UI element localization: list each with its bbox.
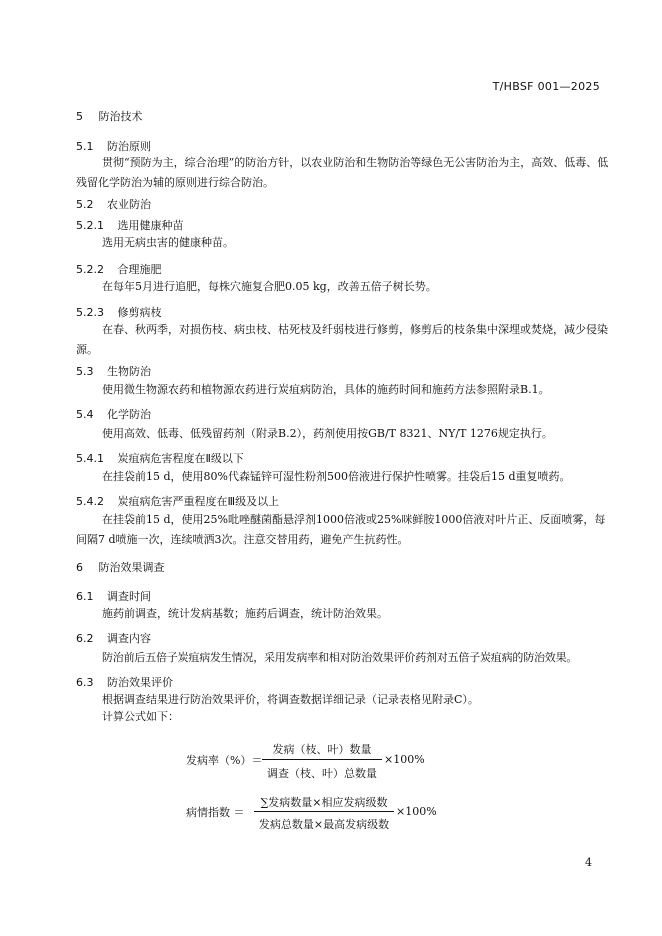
- section-title: 合理施肥: [117, 263, 162, 276]
- formula-numerator: ∑发病数量×相应发病级数: [260, 796, 388, 809]
- doc-code: T/HBSF 001—2025: [492, 80, 600, 93]
- section-title: 化学防治: [107, 408, 151, 421]
- heading-5-2-2: [76, 261, 162, 277]
- heading-5-4-1: [76, 450, 244, 466]
- section-number: 6: [76, 561, 83, 574]
- paragraph-5-3: 使用微生物源农药和植物源农药进行炭疽病防治，具体的施药时间和施药方法参照附录B.1。: [102, 383, 550, 396]
- section-number: 5.2.1: [76, 219, 104, 232]
- paragraph-5-1: 贯彻“预防为主，综合治理”的防治方针，以农业防治和生物防治等绿色无公害防治为主，高效、低毒、低残留化学防治为辅的原则进行综合防治。: [76, 156, 609, 189]
- section-number: 5.1: [76, 140, 94, 153]
- heading-5-3: [76, 363, 151, 379]
- fraction-bar: [262, 759, 382, 760]
- section-title: 防治技术: [98, 110, 143, 123]
- section-number: 5: [76, 110, 83, 123]
- paragraph-5-2-2: 在每年5月进行追肥，每株穴施复合肥0.05 kg，改善五倍子树长势。: [102, 280, 437, 293]
- formula-factor: ×100%: [384, 753, 425, 766]
- formula-denominator: 发病总数量×最高发病级数: [258, 818, 390, 831]
- section-title: 农业防治: [107, 198, 151, 211]
- section-title: 生物防治: [107, 365, 151, 378]
- section-number: 6.2: [76, 632, 94, 645]
- formula-lhs: 发病率（%）＝: [186, 754, 263, 767]
- heading-5: [76, 108, 143, 124]
- section-title: 防治效果评价: [107, 676, 173, 689]
- section-number: 5.2.2: [76, 263, 104, 276]
- paragraph-5-4-1: 在挂袋前15 d，使用80%代森锰锌可湿性粉剂500倍液进行保护性喷雾。挂袋后15 d重复喷药。: [102, 470, 571, 483]
- page-number: 4: [585, 856, 592, 869]
- section-number: 5.4: [76, 408, 94, 421]
- section-title: 防治原则: [107, 140, 151, 153]
- formula-factor: ×100%: [396, 805, 437, 818]
- paragraph-5-4-2: 在挂袋前15 d，使用25%吡唑醚菌酯悬浮剂1000倍液或25%咪鲜胺1000倍液对叶片正、反面喷雾，每间隔7 d喷施一次，连续喷洒3次。注意交替用药，避免产生抗药性。: [76, 513, 606, 546]
- paragraph-5-2-1: 选用无病虫害的健康种苗。: [102, 236, 234, 249]
- section-title: 选用健康种苗: [117, 219, 184, 232]
- formula-numerator: 发病（枝、叶）数量: [272, 743, 372, 756]
- section-title: 炭疽病危害程度在Ⅱ级以下: [117, 452, 244, 465]
- fraction-bar: [254, 811, 394, 812]
- heading-5-2-1: [76, 217, 184, 233]
- heading-6-3: [76, 674, 173, 690]
- paragraph-6-3-formula-intro: 计算公式如下：: [102, 710, 179, 723]
- heading-6: [76, 559, 165, 575]
- paragraph-5-4: 使用高效、低毒、低残留药剂（附录B.2），药剂使用按GB/T 8321、NY/T 1276规定执行。: [102, 427, 553, 440]
- section-number: 5.3: [76, 365, 94, 378]
- section-number: 5.4.1: [76, 452, 104, 465]
- heading-5-2-3: [76, 304, 162, 320]
- section-number: 6.1: [76, 590, 94, 603]
- heading-5-1: [76, 138, 151, 154]
- paragraph-6-3: 根据调查结果进行防治效果评价，将调查数据详细记录（记录表格见附录C）。: [102, 693, 479, 706]
- heading-5-4-2: [76, 493, 279, 509]
- formula-denominator: 调查（枝、叶）总数量: [267, 767, 377, 780]
- formula-lhs: 病情指数 ＝: [186, 806, 245, 819]
- section-number: 5.2: [76, 198, 94, 211]
- section-title: 修剪病枝: [117, 306, 162, 319]
- section-number: 5.2.3: [76, 306, 104, 319]
- paragraph-5-2-3: 在春、秋两季，对损伤枝、病虫枝、枯死枝及纤弱枝进行修剪，修剪后的枝条集中深埋或焚烧，减少侵染源。: [76, 323, 608, 356]
- heading-6-2: [76, 630, 151, 646]
- heading-5-4: [76, 406, 151, 422]
- heading-5-2: [76, 196, 151, 212]
- section-title: 调查内容: [107, 632, 151, 645]
- section-title: 调查时间: [107, 590, 151, 603]
- paragraph-6-2: 防治前后五倍子炭疽病发生情况，采用发病率和相对防治效果评价药剂对五倍子炭疽病的防治效果。: [102, 651, 578, 664]
- paragraph-6-1: 施药前调查，统计发病基数；施药后调查，统计防治效果。: [102, 607, 388, 620]
- heading-6-1: [76, 588, 151, 604]
- section-title: 炭疽病危害严重程度在Ⅲ级及以上: [117, 495, 280, 508]
- section-number: 5.4.2: [76, 495, 104, 508]
- section-number: 6.3: [76, 676, 94, 689]
- section-title: 防治效果调查: [98, 561, 165, 574]
